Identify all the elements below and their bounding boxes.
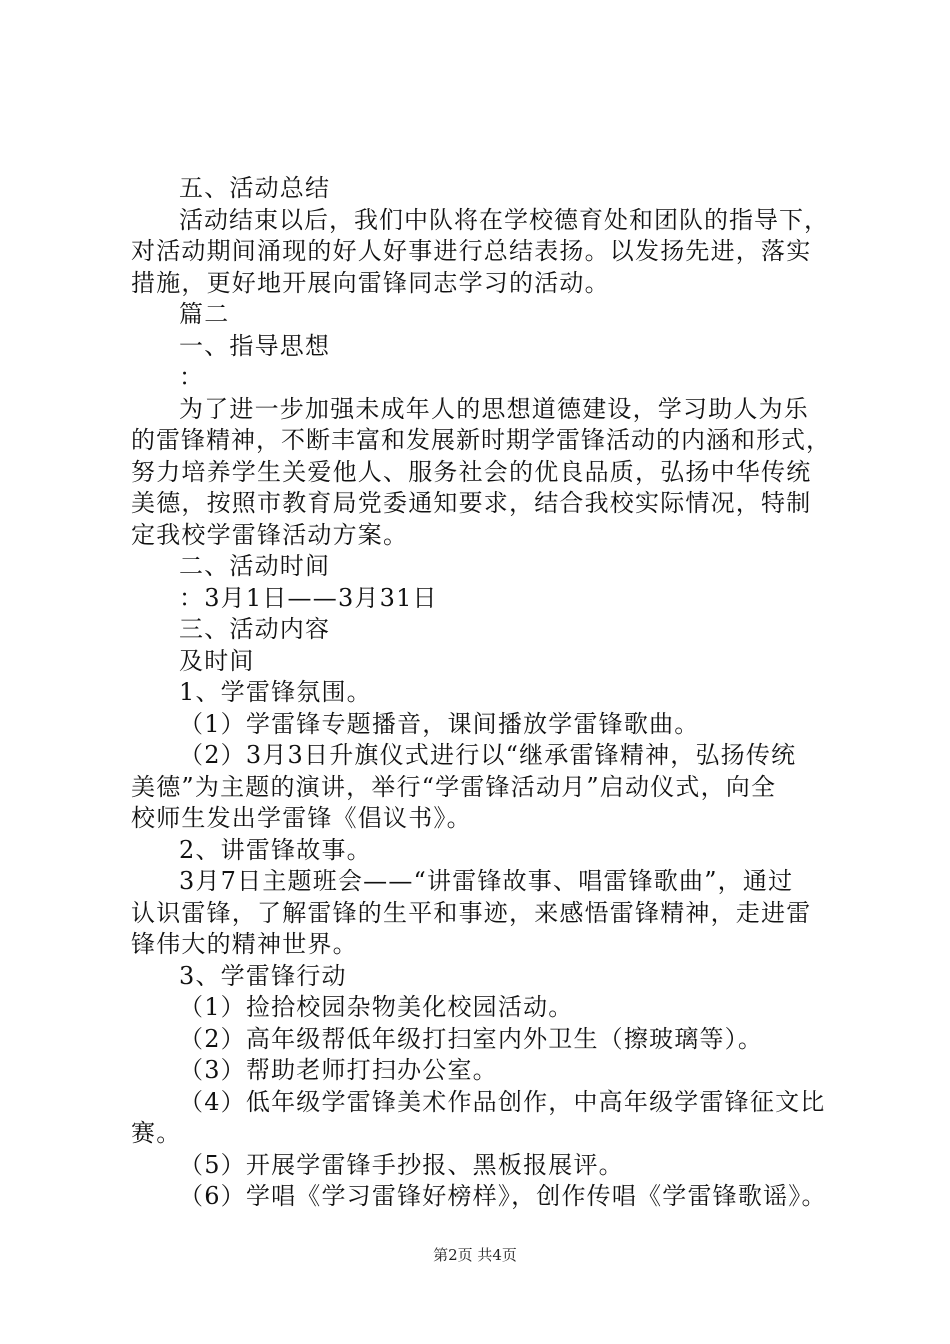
text-line: 及时间 xyxy=(179,646,255,675)
text-line: （3）帮助老师打扫办公室。 xyxy=(179,1056,498,1084)
text-line: 五、活动总结 xyxy=(179,174,331,202)
text-line: 一、指导思想 xyxy=(179,331,331,360)
text-line: 为了进一步加强未成年人的思想道德建设，学习助人为乐 xyxy=(179,394,809,423)
text-line: 认识雷锋，了解雷锋的生平和事迹，来感悟雷锋精神，走进雷 xyxy=(131,898,812,927)
text-line: 1、学雷锋氛围。 xyxy=(179,678,372,706)
text-line: 二、活动时间 xyxy=(179,552,331,580)
text-line: 对活动期间涌现的好人好事进行总结表扬。以发扬先进，落实 xyxy=(131,237,812,265)
text-line: 3月7日主题班会——“讲雷锋故事、唱雷锋歌曲”，通过 xyxy=(179,867,794,895)
text-line: 三、活动内容 xyxy=(179,615,331,643)
text-line: （2）3月3日升旗仪式进行以“继承雷锋精神，弘扬传统 xyxy=(179,741,797,769)
text-line: （1）捡拾校园杂物美化校园活动。 xyxy=(179,993,574,1021)
text-line: 校师生发出学雷锋《倡议书》。 xyxy=(131,804,472,832)
text-line: 2、讲雷锋故事。 xyxy=(179,835,372,864)
text-line: ： xyxy=(179,363,205,391)
text-line: 篇二 xyxy=(179,300,230,328)
text-line: （6）学唱《学习雷锋好榜样》，创作传唱《学雷锋歌谣》。 xyxy=(179,1182,827,1210)
text-line: （4）低年级学雷锋美术作品创作，中高年级学雷锋征文比 xyxy=(179,1087,826,1116)
text-line: 锋伟大的精神世界。 xyxy=(131,930,358,958)
text-line: 措施，更好地开展向雷锋同志学习的活动。 xyxy=(131,268,610,297)
text-line: 赛。 xyxy=(131,1119,182,1147)
page-footer: 第2页 共4页 xyxy=(433,1246,517,1264)
document-body xyxy=(131,173,831,1213)
text-line: 美德”为主题的演讲，举行“学雷锋活动月”启动仪式，向全 xyxy=(131,772,777,801)
text-line: ：3月1日——3月31日 xyxy=(179,583,438,612)
text-line: 努力培养学生关爱他人、服务社会的优良品质，弘扬中华传统 xyxy=(131,457,812,486)
text-line: 3、学雷锋行动 xyxy=(179,961,347,990)
text-line: 活动结束以后，我们中队将在学校德育处和团队的指导下， xyxy=(179,205,829,234)
text-line: 的雷锋精神，不断丰富和发展新时期学雷锋活动的内涵和形式， xyxy=(131,426,831,454)
text-line: 定我校学雷锋活动方案。 xyxy=(131,520,409,549)
text-line: （2）高年级帮低年级打扫室内外卫生（擦玻璃等）。 xyxy=(179,1024,764,1053)
text-line: （1）学雷锋专题播音，课间播放学雷锋歌曲。 xyxy=(179,709,700,738)
text-line: （5）开展学雷锋手抄报、黑板报展评。 xyxy=(179,1150,624,1179)
text-line: 美德，按照市教育局党委通知要求，结合我校实际情况，特制 xyxy=(131,489,812,517)
